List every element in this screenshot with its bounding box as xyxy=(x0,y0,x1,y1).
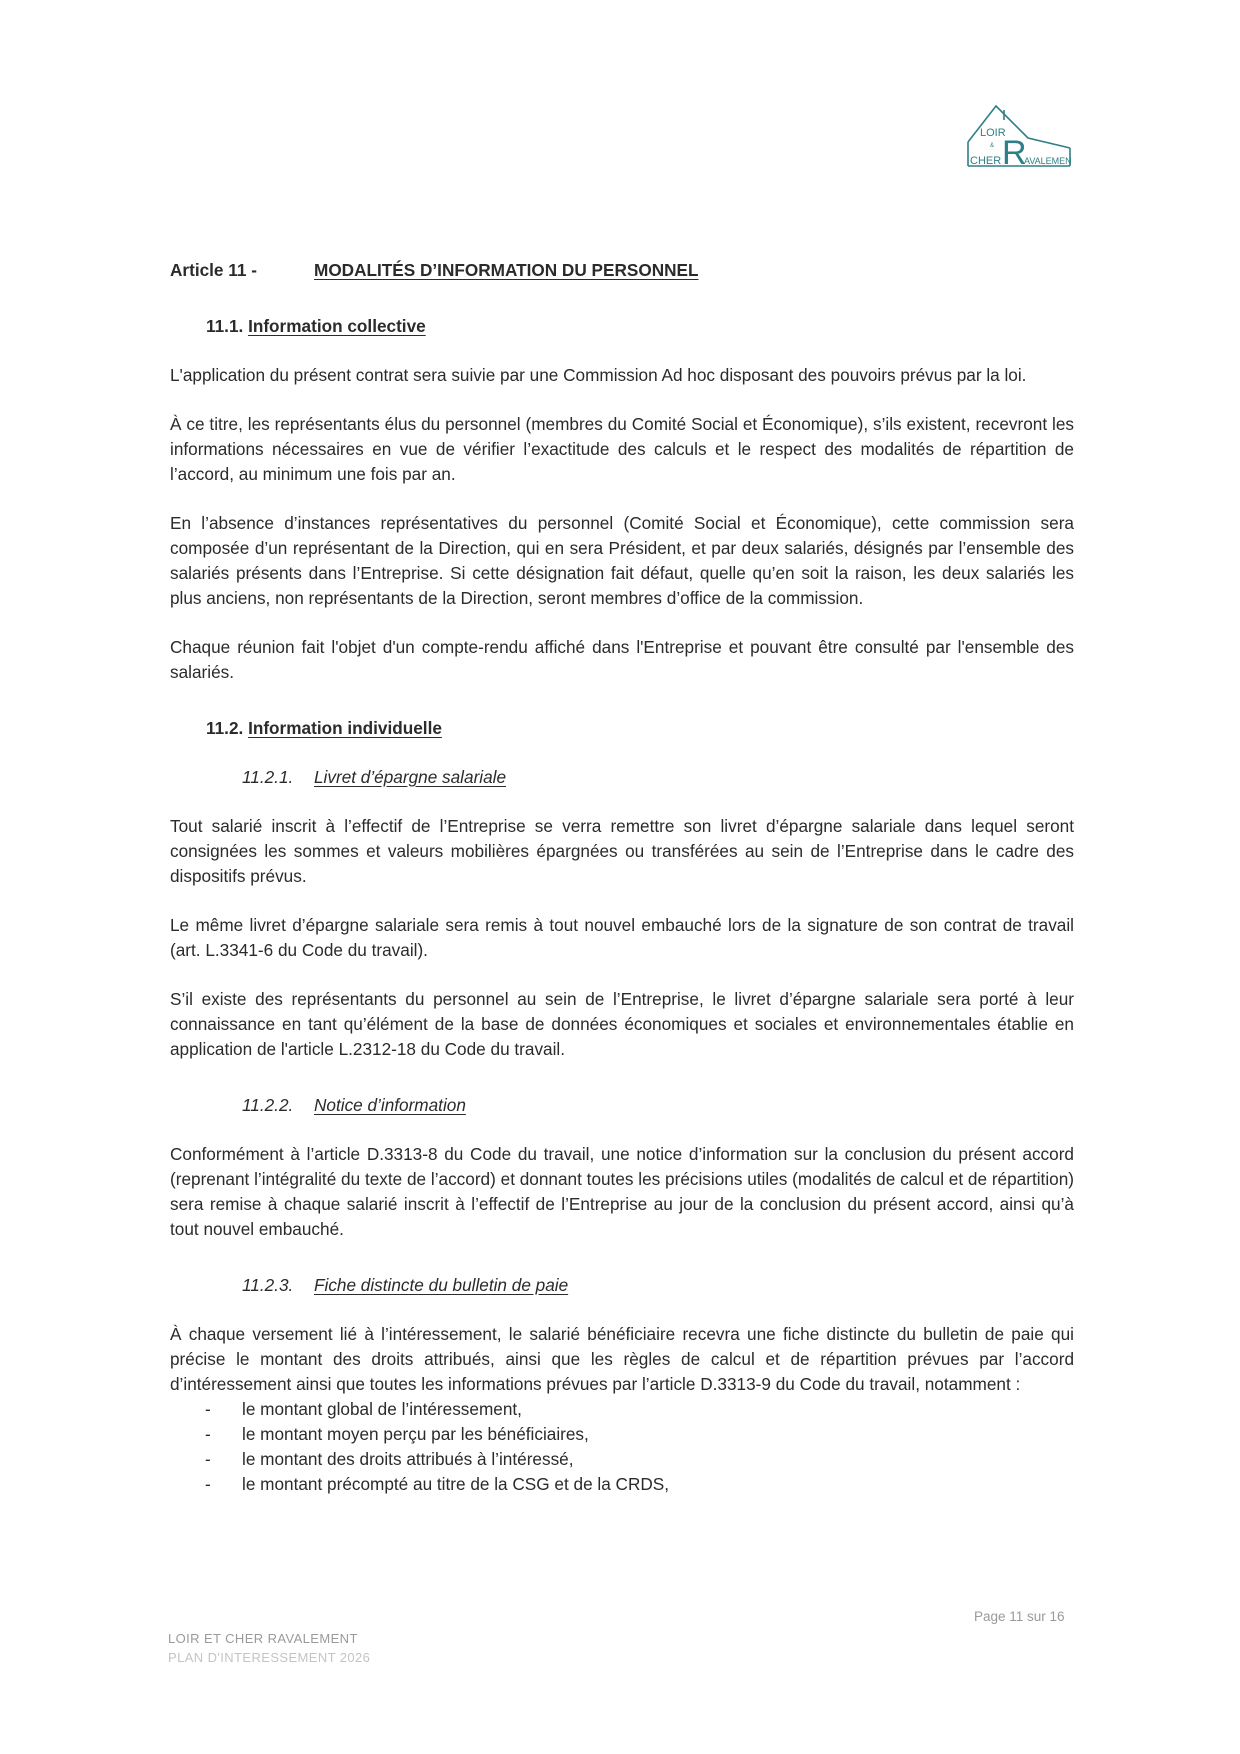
logo-text-avalement: AVALEMENT xyxy=(1024,156,1072,166)
subsection-heading-11-2-3 xyxy=(242,1273,1074,1298)
bullet-marker: - xyxy=(205,1474,211,1494)
section-title: Information collective xyxy=(248,316,426,336)
bullet-list xyxy=(170,1397,1074,1497)
paragraph: Tout salarié inscrit à l’effectif de l’Entreprise se verra remettre son livret d’épargne salariale dans lequel seront consignées les sommes et valeurs mobilières épargnées ou transférées au sein de l’Entreprise dans le cadre des dispositifs prévus. xyxy=(170,816,1074,886)
document-footer xyxy=(168,1629,370,1667)
section-number: 11.2. xyxy=(206,718,244,738)
paragraph: En l’absence d’instances représentatives du personnel (Comité Social et Économique), cette commission sera composée d’un représentant de la Direction, qui en sera Président, et par deux salariés, désignés par l’ensemble des salariés présents dans l’Entreprise. Si cette désignation fait défaut, quelle qu’en soit la raison, les deux salariés les plus anciens, non représentants de la Direction, seront membres d’office de la commission. xyxy=(170,513,1074,608)
article-title: MODALITÉS D’INFORMATION DU PERSONNEL xyxy=(314,260,699,280)
bullet-marker: - xyxy=(205,1449,211,1469)
bullet-marker: - xyxy=(205,1399,211,1419)
list-item-text: le montant global de l’intéressement, xyxy=(242,1399,522,1419)
list-item xyxy=(170,1472,1074,1497)
logo-house-icon xyxy=(966,104,1072,170)
logo-text-amp: & xyxy=(990,143,995,149)
subsection-title: Notice d’information xyxy=(314,1095,466,1115)
article-heading xyxy=(170,258,1074,283)
paragraph: À chaque versement lié à l’intéressement, le salarié bénéficiaire recevra une fiche distincte du bulletin de paie qui précise le montant des droits attribués, ainsi que les règles de calcul et de répartition prévues par l’accord d’intéressement ainsi que toutes les informations prévues par l’article D.3313-9 du Code du travail, notamment : xyxy=(170,1324,1074,1394)
logo-text-loir: LOIR xyxy=(980,127,1006,139)
list-item xyxy=(170,1397,1074,1422)
footer-document-title: PLAN D'INTERESSEMENT 2026 xyxy=(168,1650,371,1665)
page-number: Page 11 sur 16 xyxy=(974,1609,1065,1624)
paragraph: Conformément à l’article D.3313-8 du Code du travail, une notice d’information sur la conclusion du présent accord (reprenant l’intégralité du texte de l’accord) et donnant toutes les précisions utiles (modalités de calcul et de répartition) sera remise à chaque salarié inscrit à l’effectif de l’Entreprise au jour de la conclusion du présent accord, ainsi qu’à tout nouvel embauché. xyxy=(170,1144,1074,1239)
paragraph: Chaque réunion fait l'objet d'un compte-rendu affiché dans l'Entreprise et pouvant être consulté par l'ensemble des salariés. xyxy=(170,637,1074,682)
logo-text-cher: CHER xyxy=(970,155,1002,167)
subsection-number: 11.2.2. xyxy=(242,1095,294,1115)
list-item xyxy=(170,1422,1074,1447)
document-body xyxy=(170,258,1074,1497)
subsection-title: Fiche distincte du bulletin de paie xyxy=(314,1275,569,1295)
paragraph: Le même livret d’épargne salariale sera remis à tout nouvel embauché lors de la signature de son contrat de travail (art. L.3341-6 du Code du travail). xyxy=(170,915,1074,960)
subsection-number: 11.2.1. xyxy=(242,767,294,787)
company-logo xyxy=(966,104,1072,170)
logo-text-big-r: R xyxy=(1002,134,1027,170)
section-number: 11.1. xyxy=(206,316,244,336)
list-item-text: le montant moyen perçu par les bénéficiaires, xyxy=(242,1424,589,1444)
paragraph: L'application du présent contrat sera suivie par une Commission Ad hoc disposant des pouvoirs prévus par la loi. xyxy=(170,365,1027,385)
subsection-number: 11.2.3. xyxy=(242,1275,294,1295)
section-heading-11-2 xyxy=(206,716,1074,741)
list-item-text: le montant des droits attribués à l’intéressé, xyxy=(242,1449,574,1469)
section-heading-11-1 xyxy=(206,314,1074,339)
section-title: Information individuelle xyxy=(248,718,442,738)
paragraph: À ce titre, les représentants élus du personnel (membres du Comité Social et Économique), s’ils existent, recevront les informations nécessaires en vue de vérifier l’exactitude des calculs et le respect des modalités de répartition de l’accord, au minimum une fois par an. xyxy=(170,414,1074,484)
subsection-title: Livret d’épargne salariale xyxy=(314,767,507,787)
article-number: Article 11 - xyxy=(170,260,257,280)
list-item xyxy=(170,1447,1074,1472)
bullet-marker: - xyxy=(205,1424,211,1444)
footer-company: LOIR ET CHER RAVALEMENT xyxy=(168,1631,358,1646)
list-item-text: le montant précompté au titre de la CSG et de la CRDS, xyxy=(242,1474,670,1494)
subsection-heading-11-2-1 xyxy=(242,765,1074,790)
subsection-heading-11-2-2 xyxy=(242,1093,1074,1118)
paragraph: S’il existe des représentants du personnel au sein de l’Entreprise, le livret d’épargne salariale sera porté à leur connaissance en tant qu’élément de la base de données économiques et sociales et environnementales établie en application de l'article L.2312-18 du Code du travail. xyxy=(170,989,1074,1059)
